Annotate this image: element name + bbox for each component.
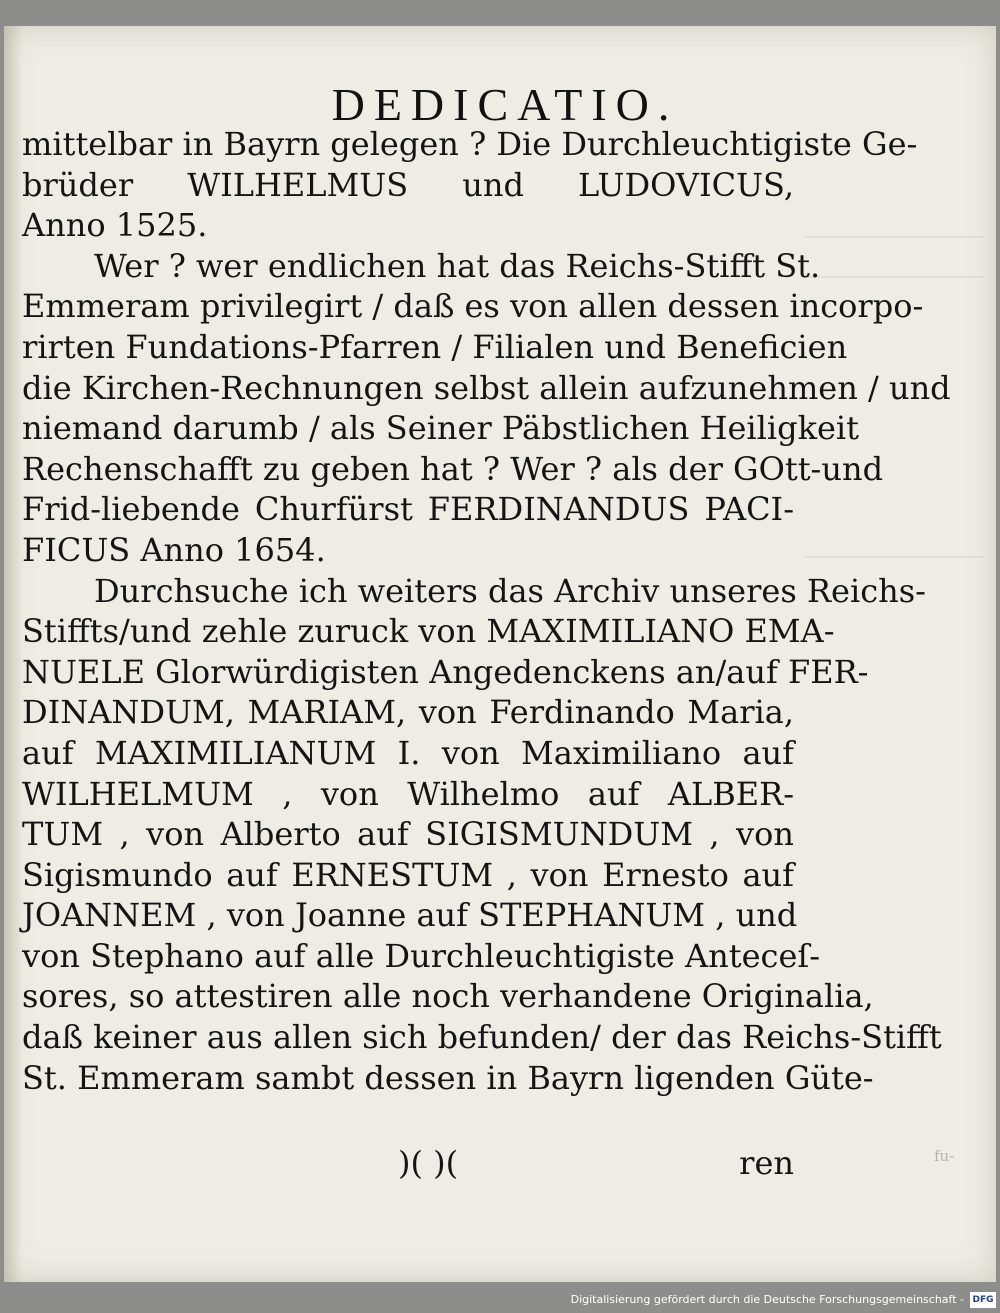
text-line: mittelbar in Bayrn gelegen ? Die Durchleuchtigiste Ge-	[22, 125, 918, 163]
bleed-through-mark	[804, 236, 984, 238]
text-line: Anno 1525.	[22, 206, 208, 245]
text-line: St. Emmeram sambt dessen in Bayrn ligenden Güte-	[22, 1058, 874, 1097]
text-line: Durchsuche ich weiters das Archiv unseres Reichs-	[94, 571, 926, 610]
dfg-logo: DFG	[970, 1292, 996, 1308]
text-line: Emmeram privilegirt / daß es von allen dessen incorpo-	[22, 287, 924, 326]
catchword: ren	[739, 1144, 794, 1182]
text-line: daß keiner aus allen sich befunden/ der das Reichs-Stifft	[22, 1018, 942, 1057]
text-line: Stiffts/und zehle zuruck von MAXIMILIANO EMA-	[22, 612, 835, 651]
text-line: Sigismundo auf ERNESTUM , von Ernesto auf	[22, 855, 794, 894]
text-line: auf MAXIMILIANUM I. von Maximiliano auf	[22, 733, 794, 772]
signature-mark: )( )(	[398, 1144, 459, 1182]
text-line: TUM , von Alberto auf SIGISMUNDUM , von	[22, 815, 794, 854]
margin-note: fu-	[934, 1147, 955, 1165]
page-footer	[22, 1144, 794, 1184]
text-line: die Kirchen-Rechnungen selbst allein aufzunehmen / und	[22, 368, 951, 407]
text-line: DINANDUM, MARIAM, von Ferdinando Maria,	[22, 693, 794, 732]
bleed-through-mark	[804, 556, 984, 558]
text-line: brüder WILHELMUS und LUDOVICUS,	[22, 165, 794, 204]
book-page	[4, 26, 996, 1282]
text-line: niemand darumb / als Seiner Päbstlichen Heiligkeit	[22, 409, 860, 448]
text-line: WILHELMUM , von Wilhelmo auf ALBER-	[22, 774, 794, 813]
running-header: DEDICATIO.	[331, 79, 679, 130]
text-line: JOANNEM , von Joanne auf STEPHANUM , und	[22, 896, 798, 935]
digitization-credit: Digitalisierung gefördert durch die Deutsche Forschungsgemeinschaft -	[570, 1293, 964, 1306]
text-line: FICUS Anno 1654.	[22, 530, 326, 569]
text-line: Wer ? wer endlichen hat das Reichs-Stifft St.	[94, 246, 821, 285]
text-line: sores, so attestiren alle noch verhandene Originalia,	[22, 977, 874, 1016]
text-line: Frid-liebende Churfürst FERDINANDUS PACI-	[22, 490, 794, 529]
bleed-through-mark	[804, 276, 984, 278]
page-body	[22, 124, 951, 1098]
text-line: von Stephano auf alle Durchleuchtigiste Anteceſ-	[22, 936, 821, 975]
text-line: Rechenschafft zu geben hat ? Wer ? als der GOtt-und	[22, 449, 884, 488]
text-line: rirten Fundations-Pfarren / Filialen und Beneficien	[22, 327, 848, 366]
text-line: NUELE Glorwürdigisten Angedenckens an/auf FER-	[22, 652, 869, 691]
